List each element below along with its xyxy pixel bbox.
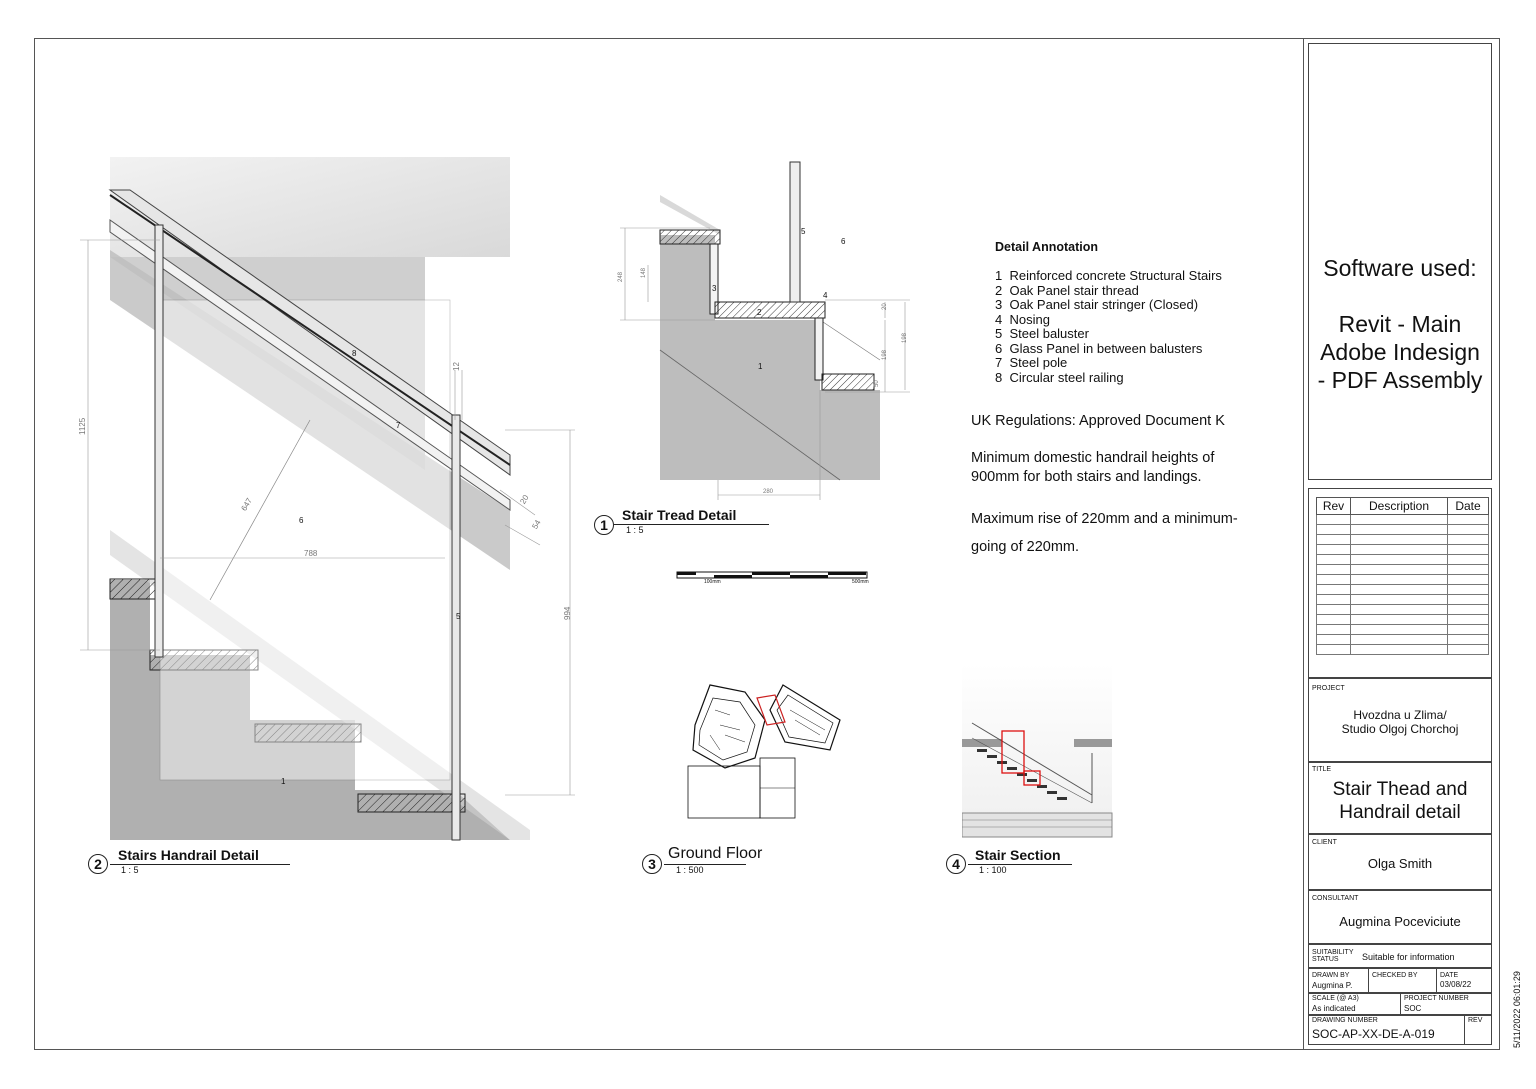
annotation-heading: Detail Annotation — [995, 240, 1099, 254]
tread-tag-2: 2 — [757, 308, 762, 317]
scale-label: SCALE (@ A3) — [1312, 995, 1359, 1002]
revision-row — [1317, 535, 1489, 545]
dim-248: 248 — [618, 271, 624, 282]
project-value-2: Studio Olgoj Chorchoj — [1341, 722, 1459, 736]
description-header: Description — [1351, 498, 1448, 515]
suitability-label: SUITABILITY STATUS — [1312, 949, 1354, 963]
date-label: DATE — [1440, 972, 1459, 979]
revision-row — [1317, 525, 1489, 535]
project-value-1: Hvozdna u Zlima/ — [1353, 708, 1447, 722]
view-title-4: Stair Section — [975, 847, 1061, 863]
annotation-item: 3 Oak Panel stair stringer (Closed) — [995, 297, 1199, 312]
view-title-3: Ground Floor — [668, 845, 763, 862]
title-label: TITLE — [1312, 766, 1332, 773]
rev-label: REV — [1468, 1017, 1483, 1024]
revision-row — [1317, 555, 1489, 565]
scale-bar-left: 100mm — [704, 579, 721, 585]
regulations-rise: Maximum rise of 220mm and a minimum-going of 220mm. — [971, 511, 1238, 555]
baluster-right — [452, 415, 460, 840]
scale-divider — [1400, 993, 1401, 1015]
date-header: Date — [1448, 498, 1489, 515]
view-scale-2: 1 : 5 — [121, 865, 139, 875]
drawing-number-value: SOC-AP-XX-DE-A-019 — [1312, 1027, 1435, 1041]
dim-20: 20 — [518, 493, 531, 506]
client-value: Olga Smith — [1367, 856, 1433, 871]
handrail-tag-5: 5 — [456, 612, 461, 621]
drawing-number-divider — [1464, 1015, 1465, 1045]
drawn-by-label: DRAWN BY — [1312, 972, 1350, 979]
revision-row — [1317, 545, 1489, 555]
annotation-item: 4 Nosing — [995, 311, 1050, 327]
software-line: - PDF Assembly — [1317, 367, 1483, 393]
dim-1125: 1125 — [78, 417, 87, 435]
checked-by-label: CHECKED BY — [1372, 972, 1418, 979]
view-scale-1: 1 : 5 — [626, 525, 644, 535]
view-number-1: 1 — [594, 515, 614, 535]
revision-row — [1317, 645, 1489, 655]
annotation-item: 1 Reinforced concrete Structural Stairs — [995, 268, 1222, 283]
ground-floor-plan — [685, 680, 850, 820]
view-title-1: Stair Tread Detail — [622, 507, 737, 523]
tread-tag-3: 3 — [712, 284, 717, 293]
revision-row — [1317, 625, 1489, 635]
tread-detail-drawing — [600, 160, 930, 500]
suitability-value: Suitable for information — [1362, 952, 1455, 962]
revision-row — [1317, 585, 1489, 595]
software-line: Revit - Main — [1338, 311, 1462, 337]
view-title-2: Stairs Handrail Detail — [118, 847, 259, 863]
revision-row — [1317, 605, 1489, 615]
project-number-label: PROJECT NUMBER — [1404, 995, 1469, 1002]
dim-54: 54 — [530, 518, 543, 531]
software-line: Adobe Indesign — [1320, 339, 1480, 365]
view-scale-4: 1 : 100 — [979, 865, 1007, 875]
revision-table — [1316, 497, 1489, 655]
regulations-title: UK Regulations: Approved Document K — [971, 413, 1225, 429]
annotation-item: 8 Circular steel railing — [995, 369, 1124, 385]
scale-value: As indicated — [1312, 1004, 1356, 1013]
title-value-1: Stair Thead and — [1332, 779, 1468, 800]
dim-647: 647 — [239, 496, 254, 513]
dim-12: 12 — [451, 362, 461, 371]
baluster-left — [155, 225, 163, 657]
dim-994: 994 — [563, 606, 572, 620]
dim-148: 148 — [641, 267, 647, 278]
view-number-4: 4 — [946, 854, 966, 874]
tread-tag-5: 5 — [801, 227, 806, 236]
revision-row — [1317, 595, 1489, 605]
print-timestamp: 5/11/2022 06:01:29 — [1512, 971, 1522, 1048]
stair-section-drawing — [962, 663, 1114, 839]
revision-row — [1317, 565, 1489, 575]
handrail-tag-6: 6 — [299, 516, 304, 525]
drawn-divider — [1368, 968, 1369, 993]
handrail-tag-1: 1 — [281, 777, 286, 786]
annotation-item: 7 Steel pole — [995, 355, 1068, 370]
scale-bar-right: 500mm — [852, 579, 869, 585]
title-value-2: Handrail detail — [1339, 802, 1461, 823]
project-number-value: SOC — [1404, 1004, 1422, 1013]
rev-header: Rev — [1317, 498, 1351, 515]
annotation-list — [995, 269, 1275, 385]
revision-row — [1317, 575, 1489, 585]
revision-row — [1317, 515, 1489, 525]
annotation-item: 2 Oak Panel stair thread — [995, 282, 1139, 298]
revision-row — [1317, 635, 1489, 645]
client-label: CLIENT — [1312, 839, 1337, 846]
drawing-number-label: DRAWING NUMBER — [1312, 1017, 1378, 1024]
date-value: 03/08/22 — [1440, 980, 1472, 989]
dim-50: 50 — [874, 380, 880, 387]
dim-20-tread: 20 — [882, 303, 888, 310]
annotation-item: 5 Steel baluster — [995, 326, 1089, 341]
handrail-tag-7: 7 — [396, 421, 401, 430]
handrail-detail-drawing — [60, 150, 580, 850]
drawn-by-value: Augmina P. — [1312, 981, 1353, 990]
dim-198b: 198 — [882, 349, 888, 360]
view-number-2: 2 — [88, 854, 108, 874]
tread-tag-4: 4 — [823, 291, 828, 300]
checked-divider — [1436, 968, 1437, 993]
dim-788: 788 — [304, 549, 318, 558]
handrail-tag-8: 8 — [352, 349, 357, 358]
revision-row — [1317, 615, 1489, 625]
consultant-label: CONSULTANT — [1312, 895, 1359, 902]
dim-198: 198 — [902, 332, 908, 343]
project-label: PROJECT — [1312, 685, 1345, 692]
annotation-item: 6 Glass Panel in between balusters — [995, 340, 1203, 356]
regulations-handrail: Minimum domestic handrail heights of 900mm for both stairs and landings. — [971, 450, 1215, 485]
view-scale-3: 1 : 500 — [676, 865, 704, 875]
tread-tag-1: 1 — [758, 362, 763, 371]
tread-tag-6: 6 — [841, 237, 846, 246]
view-number-3: 3 — [642, 854, 662, 874]
software-heading: Software used: — [1323, 255, 1477, 281]
consultant-value: Augmina Poceviciute — [1339, 914, 1461, 929]
dim-280: 280 — [763, 489, 774, 495]
